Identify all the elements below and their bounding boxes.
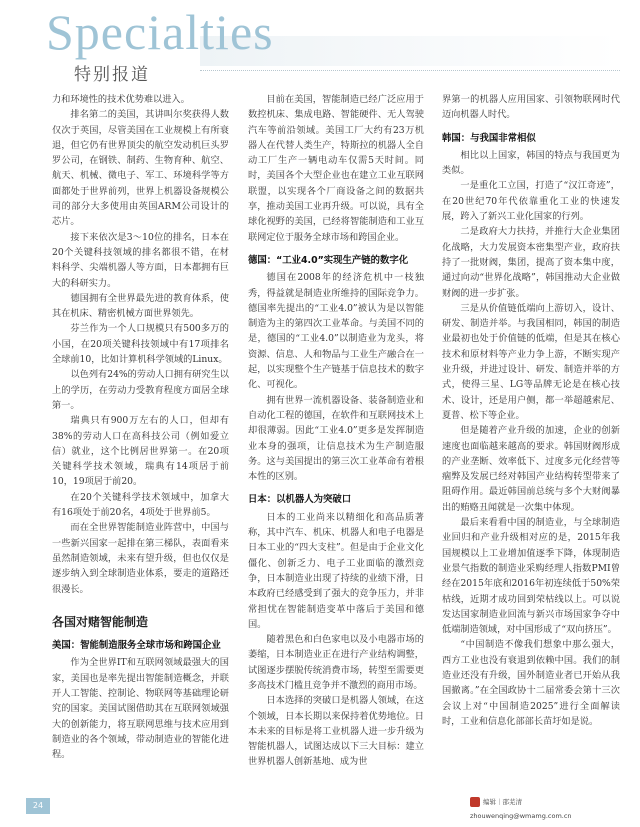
- paragraph: 德国在2008年的经济危机中一枝独秀，得益就是制造业所维持的国际竞争力。德国率先提出的“工业4.0”被认为是以智能制造为主的第四次工业革命。与美国不同的是，德国的“工业4.0”以制造业为龙头，将资源、信息、人和物品与工业生产融合在一起，以实现整个生产链基于信息技术的数字化、可视化。: [248, 272, 424, 391]
- paragraph: 三是从价值链低端向上游切入，设计、研发、制造并举。与我国相同，韩国的制造业最初也处于价值链的低端，但是其在核心技术和原材料等产业力争上游，不断实现产业升级，并进过设计、研发、制造并举的方式，使得三星、LG等品牌无论是在核心技术、设计，还是用户侧，都一举超越索尼、夏普、松下等企业。: [442, 302, 620, 421]
- paragraph: 一是重化工立国，打造了“汉江奇迹”，在20世纪70年代依靠重化工业的快速发展，跨入了新兴工业化国家的行列。: [442, 180, 620, 223]
- paragraph: 在20个关键科学技术领域中，加拿大有16项处于前20名，4项处于世界前5。: [52, 491, 229, 519]
- paragraph: 日本选择的突破口是机器人领域，在这个领域，日本长期以来保持着优势地位。日本未来的目标是将工业机器人进一步升级为智能机器人，试图达成以下三大目标：建立世界机器人创新基地、成为世: [248, 695, 424, 768]
- paragraph: 二是政府大力扶持，并推行大企业集团化战略，大力发展资本密集型产业，政府扶持了一批财阀，集团，提高了资本集中度，通过向动“世界化战略”，韩国推动大企业做财阀的进一步扩张。: [442, 226, 620, 299]
- paragraph: 目前在美国，智能制造已经广泛应用于数控机床、集成电路、智能硬件、无人驾驶汽车等前沿领域。美国工厂大约有23万机器人在代替人类生产，特斯拉的机器人全自动工厂生产一辆电动车仅需5天时间。同时，美国各个大型企业也在建立工业互联网联盟，以实现各个厂商设备之间的数据共享，推动美国工业再升级。可以说，具有全球化视野的美国，已经将智能制造和工业互联网定位于服务全球市场和跨国企业。: [248, 94, 424, 243]
- paragraph: 随着黑色和白色家电以及小电器市场的萎缩，日本制造业正在进行产业结构调整，试图逐步摆脱传统消费市场，转型至需要更多高技术门槛且竞争并不激烈的商用市场。: [248, 634, 424, 691]
- paragraph: 而在全世界智能制造业阵营中，中国与一些新兴国家一起排在第三梯队，表面看来虽然制造领域，未来有望升级，但也仅仅是逐步纳入到全球制造业体系，要走的道路还很漫长。: [52, 522, 229, 595]
- editor-credit: 编辑｜邵芜清 zhouwenqing@wmamg.com.cn: [470, 798, 572, 820]
- section-heading: 各国对赌智能制造: [52, 614, 149, 629]
- paragraph: 以色列有24%的劳动人口拥有研究生以上的学历，在劳动力受教育程度方面居全球第一。: [52, 369, 229, 411]
- subheading-us: 美国：智能制造服务全球市场和跨国企业: [52, 640, 221, 652]
- header-divider: [200, 70, 620, 71]
- paragraph: 作为全世界IT和互联网领域最强大的国家，美国也是率先提出智能制造概念，并联开人工智能、控制论、物联网等基础理论研究的国家。美国试图借助其在互联网领域强大的创新能力，将互联网思维与技术应用到制造业的各个领域，带动制造业的智能化进程。: [52, 657, 229, 761]
- magazine-logo-icon: [470, 797, 480, 807]
- paragraph: 接下来依次是3～10位的排名，日本在20个关键科技领域的排名都很不错，在材料科学、尖端机器人等方面，日本都拥有巨大的科研实力。: [52, 231, 229, 289]
- section-title-chinese: 特别报道: [74, 65, 150, 85]
- paragraph: “中国制造不像我们想象中那么强大，西方工业也没有衰退到依赖中国。我们的制造业还没有升级，国外制造业者已开始从我国撤离。”在全国政协十二届常委会第十三次会议上对“中国制造2025”进行全面解读时，工业和信息化部部长苗圩如是说。: [442, 639, 620, 727]
- paragraph: 最后来看看中国的制造业，与全球制造业回归和产业升级相对应的是，2015年我国规模以上工业增加值逐季下降，体现制造业景气指数的制造业采购经理人指数PMI曾经在2015年底和2016年初连续低于50%荣枯线，近期才成功回到荣枯线以上。可以说发达国家制造业回流与新兴市场国家争夺中低端制造领域，对中国形成了“双向挤压”。: [442, 517, 620, 636]
- paragraph: 瑞典只有900万左右的人口，但却有38%的劳动人口在高科技公司（例如爱立信）就业，这个比例居世界第一。在20项关键科学技术领域，瑞典有14项居于前10，19项居于前20。: [52, 415, 229, 488]
- footer-credit: [470, 795, 620, 820]
- paragraph: 芬兰作为一个人口规模只有500多万的小国，在20项关键科技领域中有17项排名全球前10，比如计算机科学领域的Linux。: [52, 323, 229, 366]
- subheading-japan: 日本：以机器人为突破口: [248, 494, 352, 506]
- paragraph: 相比以上国家，韩国的特点与我国更为类似。: [442, 149, 620, 177]
- paragraph: 日本的工业尚来以精细化和高品质著称，其中汽车、机床、机器人和电子电器是日本工业的“四大支柱”。但是由于企业文化僵化、创新乏力、电子工业面临的激烈竞争，日本制造业出现了持续的业绩下滑，日本政府已经感受到了强大的竞争压力，并非常担忧在智能制造变革中落后于美国和德国。: [248, 511, 424, 630]
- paragraph: 德国拥有全世界最先进的教育体系，使其在机床、精密机械方面世界领先。: [52, 292, 229, 320]
- paragraph: 力和环境性的技术优势难以进入。: [52, 94, 190, 105]
- subheading-germany: 德国：“工业4.0”实现生产链的数字化: [248, 254, 409, 266]
- text-column-3: [442, 92, 620, 729]
- section-title-english: Specialties: [46, 4, 274, 60]
- subheading-korea: 韩国：与我国非常相似: [442, 132, 536, 144]
- text-column-1: [52, 92, 229, 762]
- page-header: [0, 0, 640, 88]
- paragraph: 界第一的机器人应用国家、引领物联网时代迈向机器人时代。: [442, 94, 620, 121]
- paragraph: 排名第二的美国，其讲叫尔奖获得人数仅次于英国，尽管美国在工业规模上有所衰退，但它仍有世界顶尖的航空发动机巨头罗罗公司，在钢铁、制药、生物育种、航空、航天、机械、微电子、军工、环境科学等方面都处于世界前列，世界上机器设备规模公司的部分大多使用由英国ARM公司设计的芯片。: [52, 109, 229, 228]
- page-number: 24: [26, 798, 50, 814]
- paragraph: 拥有世界一流机器设备、装备制造业和自动化工程的德国，在软件和互联网技术上却很薄弱。因此“工业4.0”更多是发挥制造业本身的强项，让信息技术为生产制造服务。这与美国提出的第三次工业革命有着根本性的区别。: [248, 394, 424, 483]
- paragraph: 但是随着产业升级的加速，企业的创新速度也面临越来越高的要求。韩国财阀形成的产业垄断、效率低下、过度多元化经营等痼弊及发展已经对韩国产业结构转型带来了阻碍作用。最近韩国前总统与多个大财阀暴出的贿赂丑闻就是一次集中体现。: [442, 425, 620, 513]
- text-column-2: [248, 92, 424, 770]
